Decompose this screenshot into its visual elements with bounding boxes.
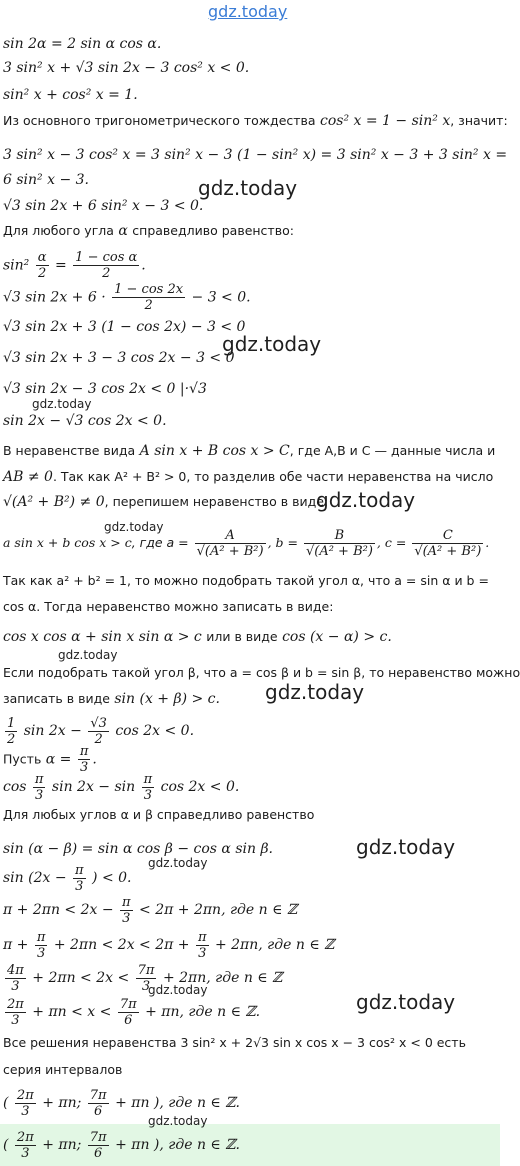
formula: , b = [267,535,298,550]
text-line [3,493,328,511]
formula: + 2πn < 2x < 2π + [53,937,190,953]
fraction: $\frac{\pi}{3}$ [75,862,84,894]
fraction: $\frac{A}{\text{√(A² + B²)}}$ [196,528,264,559]
watermark: gdz.today [148,856,208,870]
fraction: $\frac{7\pi}{6}$ [119,996,137,1028]
formula-line [3,714,194,748]
text: или в виде [206,629,278,644]
formula-line [3,1086,240,1120]
formula: AB ≠ 0 [3,469,53,485]
formula-line: sin² x + cos² x = 1. [3,87,138,103]
text: , где a = [131,535,189,550]
watermark: gdz.today [32,397,92,411]
formula: cos x cos α + sin x sin α > c [3,629,202,645]
formula-line [3,250,146,281]
watermark: gdz.today [104,520,164,534]
fraction: $\frac{B}{\text{√(A² + B²)}}$ [305,528,373,559]
formula: . [485,535,490,550]
formula-line [3,996,260,1028]
answer-line [3,1128,240,1162]
formula: + 2πn, где n ∈ ℤ [214,937,335,953]
formula: + πn, где n ∈ ℤ. [145,1004,261,1020]
text: , перепишем неравенство в виде: [104,494,329,509]
text-line: cos α. Тогда неравенство можно записать в виде: [3,599,334,614]
formula: . [141,257,146,274]
formula: + πn ), где n ∈ ℤ. [115,1137,240,1153]
formula: α = [45,751,72,768]
formula-line: √3 sin 2x − 3 cos 2x < 0 |·√3 [3,381,207,397]
text: Из основного тригонометрического тождества [3,113,316,128]
fraction: $\frac{\text{1 − cos α}}{2}$ [75,250,138,281]
text-line: Если подобрать такой угол β, что a = cos β и b = sin β, то неравенство можно [3,665,520,680]
text: В неравенстве вида [3,443,136,458]
formula: . [92,751,97,768]
fraction: $\frac{\pi}{3}$ [36,929,46,961]
formula: cos [3,779,27,795]
formula: + πn; [42,1137,82,1153]
formula: sin² [3,257,30,274]
formula: + πn ), где n ∈ ℤ. [115,1095,240,1111]
formula: , c = [376,535,407,550]
fraction: $\frac{C}{\text{√(A² + B²)}}$ [414,528,482,559]
text-line: серия интервалов [3,1062,123,1077]
fraction: $\frac{\pi}{3}$ [34,771,44,803]
watermark: gdz.today [265,680,365,704]
formula: √3 sin 2x + 6 · [3,289,106,306]
fraction: $\frac{1 - \cos 2x}{2}$ [114,282,184,313]
formula: sin (x + β) > c. [114,691,220,707]
formula-line: 6 sin² x − 3. [3,172,89,188]
fraction: $\frac{√3}{2}$ [90,715,107,747]
fraction: $\frac{\alpha}{2}$ [37,250,47,281]
formula: + 2πn < 2x < [32,970,130,986]
formula: sin 2x − sin [51,779,136,795]
formula-line [3,282,251,313]
formula: cos (x − α) > c. [282,629,392,645]
fraction: $\frac{4\pi}{3}$ [7,962,24,994]
formula: sin 2x − [23,723,82,739]
formula: ) < 0. [92,870,132,886]
text: . Так как A² + B² > 0, то разделив обе части неравенства на число [52,469,494,484]
formula-line [3,962,282,994]
fraction: $\frac{\pi}{3}$ [143,771,153,803]
fraction: $\frac{1}{2}$ [7,715,16,747]
formula: ( [3,1095,9,1111]
formula-line: sin (α − β) = sin α cos β − cos α sin β. [3,841,274,857]
formula: a sin x + b cos x > c [3,535,132,550]
text-line [3,222,294,240]
formula: √(A² + B²) ≠ 0 [3,494,105,510]
formula: cos 2x < 0. [115,723,195,739]
formula-line: sin 2α = 2 sin α cos α. [3,36,162,52]
formula: A sin x + B cos x > C [139,443,290,459]
text: Пусть [3,751,42,767]
text: справедливо равенство: [132,223,294,238]
text-line: Так как a² + b² = 1, то можно подобрать такой угол α, что a = sin α и b = [3,573,489,588]
formula: < 2π + 2πn, где n ∈ ℤ [139,902,298,918]
watermark: gdz.today [222,332,322,356]
text-line [3,628,392,646]
formula: sin (2x − [3,870,67,886]
formula-line [3,894,297,926]
watermark: gdz.today [316,488,416,512]
text-line: Все решения неравенства 3 sin² x + 2√3 sin x cos x − 3 cos² x < 0 есть [3,1035,466,1050]
fraction: $\frac{2\pi}{3}$ [16,1129,34,1161]
text-line [3,690,220,708]
text: , значит: [450,113,508,128]
fraction: $\frac{7\pi}{6}$ [89,1087,107,1119]
formula: + πn; [42,1095,82,1111]
fraction: $\frac{2\pi}{3}$ [7,996,24,1028]
watermark: gdz.today [148,1114,208,1128]
formula: = [54,257,67,274]
fraction: $\frac{\pi}{3}$ [122,894,131,926]
fraction: $\frac{\pi}{3}$ [79,744,89,775]
formula: π + 2πn < 2x − [3,902,114,918]
formula: cos² x = 1 − sin² x [320,113,451,129]
text-line [3,442,495,460]
formula-line: √3 sin 2x + 3 − 3 cos 2x − 3 < 0 [3,350,235,366]
formula: + 2πn, где n ∈ ℤ [162,970,283,986]
formula-line [3,929,334,961]
fraction: $\frac{\pi}{3}$ [197,929,207,961]
watermark: gdz.today [356,990,456,1014]
formula: ( [3,1137,9,1153]
watermark: gdz.today [198,176,298,200]
watermark: gdz.today [356,835,456,859]
text: , где A,B и C — данные числа и [289,443,496,458]
text-line [3,468,493,486]
formula: cos 2x < 0. [160,779,240,795]
formula-line: 3 sin² x + √3 sin 2x − 3 cos² x < 0. [3,60,250,76]
fraction: $\frac{7\pi}{3}$ [137,962,155,994]
formula: + πn < x < [32,1004,112,1020]
formula-line [3,526,489,560]
formula-line: √3 sin 2x + 6 sin² x − 3 < 0. [3,198,204,214]
watermark: gdz.today [58,648,118,662]
text: Для любого угла [3,223,114,238]
formula-line [3,770,239,804]
text: записать в виде [3,691,110,706]
watermark: gdz.today [148,983,208,997]
text-line [3,112,508,130]
formula: − 3 < 0. [191,289,251,306]
formula-line: sin 2x − √3 cos 2x < 0. [3,413,167,429]
fraction: $\frac{2\pi}{3}$ [16,1087,34,1119]
fraction: $\frac{7\pi}{6}$ [89,1129,107,1161]
formula: π + [3,937,29,953]
formula-line: 3 sin² x − 3 cos² x = 3 sin² x − 3 (1 − sin² x) = 3 sin² x − 3 + 3 sin² x = [3,147,508,163]
formula-line: √3 sin 2x + 3 (1 − cos 2x) − 3 < 0 [3,319,246,335]
watermark-logo[interactable]: gdz.today [208,2,288,21]
formula: α [118,223,128,239]
text-line: Для любых углов α и β справедливо равенство [3,807,315,822]
formula-line [3,862,131,894]
